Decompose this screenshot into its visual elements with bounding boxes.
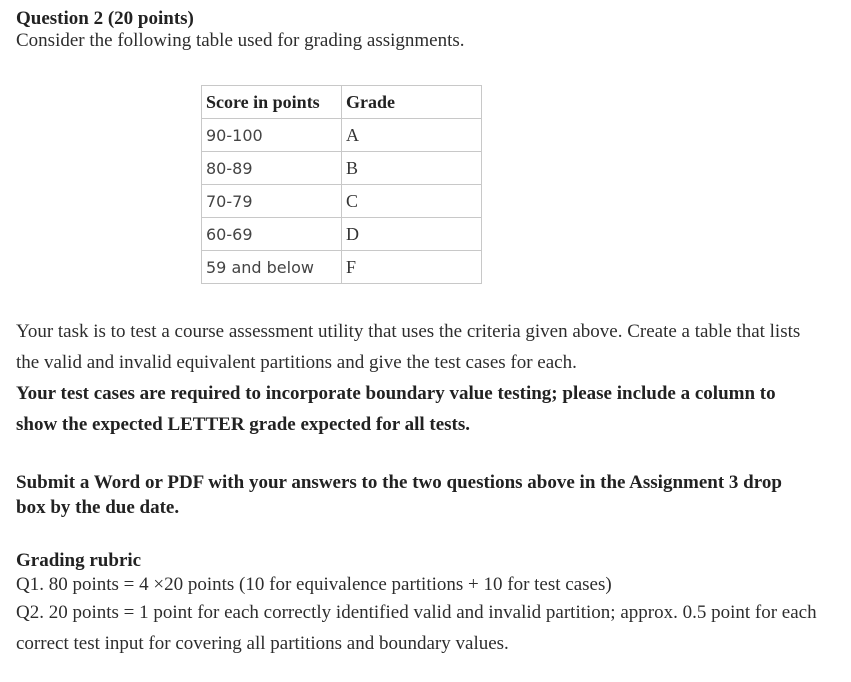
submit-instructions: Submit a Word or PDF with your answers to the two questions above in the Assignment 3 drop box by the due date. [16, 472, 782, 518]
document-page [16, 8, 836, 654]
grade-table [201, 85, 482, 284]
score-cell: 59 and below [202, 251, 342, 284]
grade-cell: B [342, 152, 482, 185]
rubric-q1: Q1. 80 points = 4 ×20 points (10 for equivalence partitions + 10 for test cases) [16, 574, 612, 595]
task-paragraph [16, 316, 816, 440]
table-row [202, 185, 482, 218]
table-header-row [202, 86, 482, 119]
rubric-q2: Q2. 20 points = 1 point for each correctly identified valid and invalid partition; approx. 0.5 point for each correct test input for covering all partitions and boundary values. [16, 602, 817, 654]
table-row [202, 152, 482, 185]
score-cell: 80-89 [202, 152, 342, 185]
table-row [202, 218, 482, 251]
header-grade: Grade [342, 86, 482, 119]
score-cell: 60-69 [202, 218, 342, 251]
grade-cell: D [342, 218, 482, 251]
task-bold-text: Your test cases are required to incorporate boundary value testing; please include a column to show the expected LETTER grade expected for all tests. [16, 383, 776, 435]
table-row [202, 251, 482, 284]
question-title: Question 2 (20 points) [16, 8, 194, 29]
grade-cell: C [342, 185, 482, 218]
grading-rubric [16, 549, 826, 659]
score-cell: 90-100 [202, 119, 342, 152]
question-intro: Consider the following table used for grading assignments. [16, 30, 465, 51]
grade-cell: A [342, 119, 482, 152]
rubric-title: Grading rubric [16, 550, 142, 571]
grade-cell: F [342, 251, 482, 284]
table-row [202, 119, 482, 152]
header-score: Score in points [202, 86, 342, 119]
score-cell: 70-79 [202, 185, 342, 218]
task-text: Your task is to test a course assessment utility that uses the criteria given above. Create a table that lists the valid and invalid equivalent partitions and give the test cases for each. [16, 321, 801, 373]
